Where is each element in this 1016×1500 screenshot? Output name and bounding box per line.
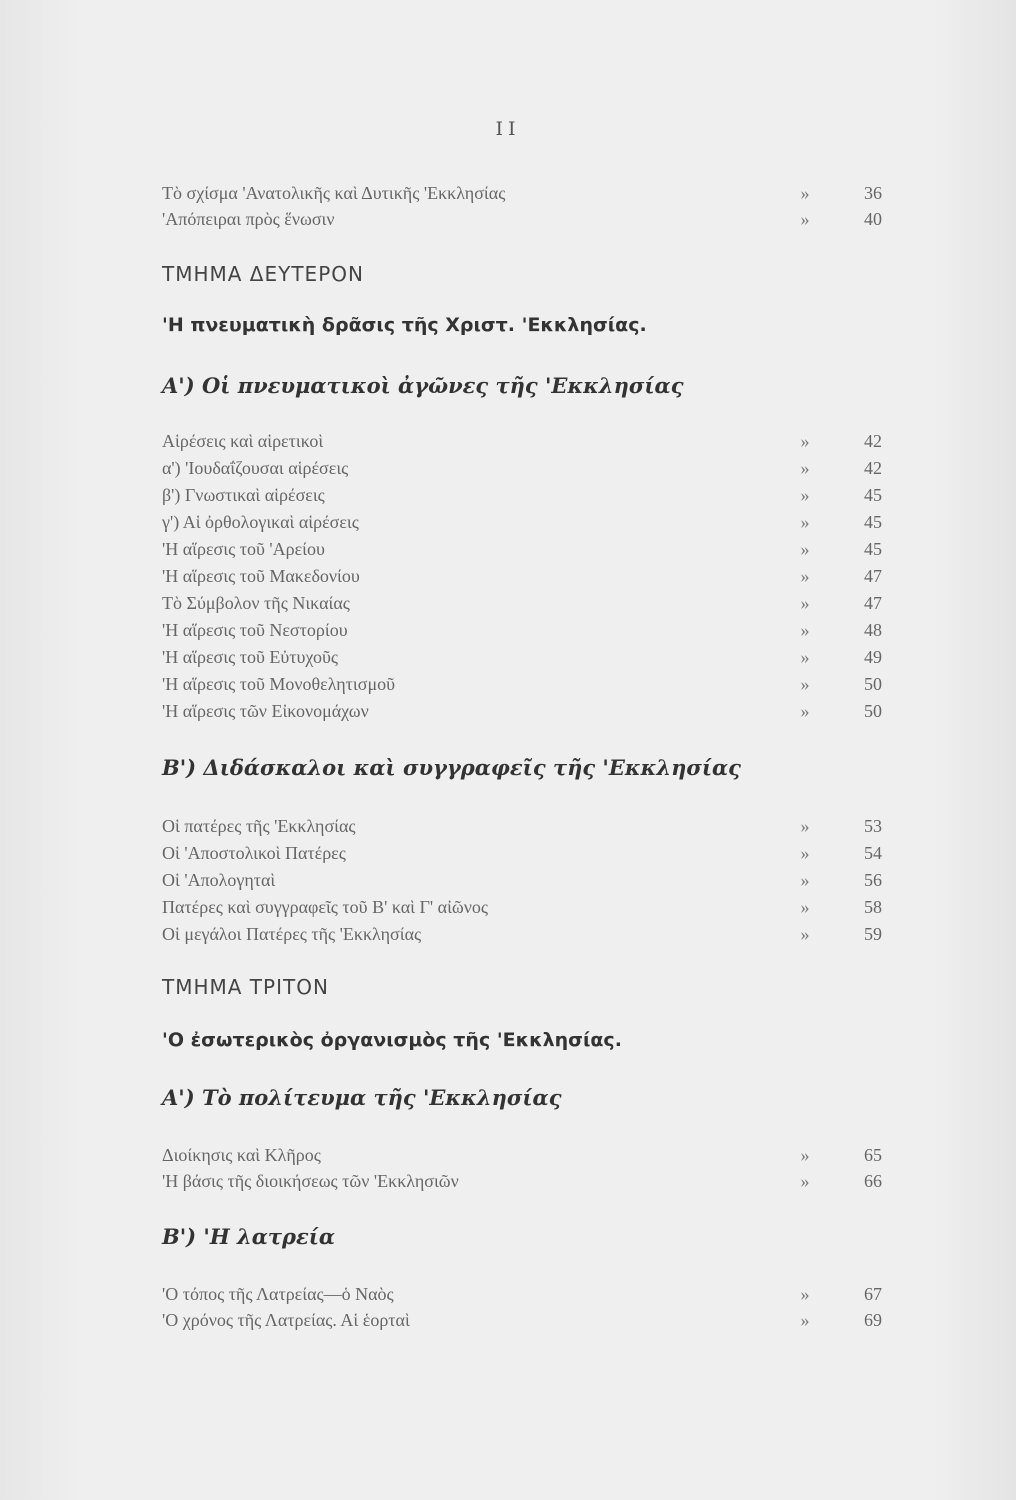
entry-title: 'Η αἵρεσις τοῦ Νεστορίου	[162, 620, 348, 640]
entry-page: 65	[864, 1145, 882, 1165]
entry-page: 50	[864, 674, 882, 694]
section-heading: ΤΜΗΜΑ ΤΡΙΤΟΝ	[162, 975, 329, 999]
toc-entry	[162, 840, 882, 866]
entry-title: Οἱ 'Απολογηταὶ	[162, 870, 276, 890]
entry-title: 'Η αἵρεσις τοῦ Μακεδονίου	[162, 566, 360, 586]
ditto-mark: »	[800, 183, 810, 203]
entry-title: 'Ο τόπος τῆς Λατρείας—ὁ Ναὸς	[162, 1284, 394, 1304]
entry-title: Αἱρέσεις καὶ αἱρετικοὶ	[162, 431, 324, 451]
entry-title: Οἱ 'Αποστολικοὶ Πατέρες	[162, 843, 346, 863]
entry-page: 36	[864, 183, 882, 203]
entry-page: 67	[864, 1284, 882, 1304]
entry-page: 56	[864, 870, 882, 890]
entry-title: Διοίκησις καὶ Κλῆρος	[162, 1145, 321, 1165]
ditto-mark: »	[800, 458, 810, 478]
entry-title: Πατέρες καὶ συγγραφεῖς τοῦ Β' καὶ Γ' αἰῶνος	[162, 897, 489, 917]
toc-entry	[162, 1168, 882, 1194]
ditto-mark: »	[800, 1171, 810, 1191]
entry-page: 48	[864, 620, 882, 640]
entry-page: 50	[864, 701, 882, 721]
ditto-mark: »	[800, 566, 810, 586]
entry-page: 42	[864, 458, 882, 478]
entry-page: 53	[864, 816, 882, 836]
page-number: ΙΙ	[495, 118, 521, 140]
ditto-mark: »	[800, 924, 810, 944]
entry-page: 54	[864, 843, 882, 863]
ditto-mark: »	[800, 701, 810, 721]
entry-page: 45	[864, 485, 882, 505]
entry-title: 'Απόπειραι πρὸς ἕνωσιν	[162, 209, 335, 229]
part-title: 'Ο ἐσωτερικὸς ὀργανισμὸς τῆς 'Εκκλησίας.	[162, 1029, 622, 1051]
entry-page: 42	[864, 431, 882, 451]
ditto-mark: »	[800, 593, 810, 613]
ditto-mark: »	[800, 539, 810, 559]
entry-page: 49	[864, 647, 882, 667]
entry-page: 69	[864, 1310, 882, 1330]
entry-page: 47	[864, 593, 882, 613]
toc-entry	[162, 671, 882, 697]
entry-title: Τὸ Σύμβολον τῆς Νικαίας	[162, 593, 350, 613]
entry-title: Οἱ μεγάλοι Πατέρες τῆς 'Εκκλησίας	[162, 924, 422, 944]
section-heading: ΤΜΗΜΑ ΔΕΥΤΕΡΟΝ	[162, 262, 364, 286]
entry-page: 66	[864, 1171, 882, 1191]
subsection-heading: A') Οἱ πνευματικοὶ ἀγῶνες τῆς 'Εκκλησίας	[162, 373, 684, 398]
ditto-mark: »	[800, 1284, 810, 1304]
entry-page: 58	[864, 897, 882, 917]
ditto-mark: »	[800, 512, 810, 532]
entry-page: 47	[864, 566, 882, 586]
toc-entry	[162, 455, 882, 481]
entry-page: 59	[864, 924, 882, 944]
ditto-mark: »	[800, 1145, 810, 1165]
entry-page: 45	[864, 512, 882, 532]
ditto-mark: »	[800, 209, 810, 229]
toc-entry	[162, 894, 882, 920]
entry-title: 'Η αἵρεσις τοῦ 'Αρείου	[162, 539, 325, 559]
ditto-mark: »	[800, 897, 810, 917]
ditto-mark: »	[800, 485, 810, 505]
toc-entry	[162, 428, 882, 454]
toc-entry	[162, 206, 882, 232]
entry-title: γ') Αἱ ὀρθολογικαὶ αἱρέσεις	[162, 512, 359, 532]
toc-entry	[162, 563, 882, 589]
ditto-mark: »	[800, 431, 810, 451]
entry-title: 'Ο χρόνος τῆς Λατρείας. Αἱ ἑορταὶ	[162, 1310, 410, 1330]
toc-entry	[162, 813, 882, 839]
toc-entry	[162, 644, 882, 670]
entry-title: Τὸ σχίσμα 'Ανατολικῆς καὶ Δυτικῆς 'Εκκλησίας	[162, 183, 506, 203]
entry-title: 'Η αἵρεσις τοῦ Εὐτυχοῦς	[162, 647, 339, 667]
toc-entry	[162, 867, 882, 893]
entry-title: 'Η αἵρεσις τῶν Εἰκονομάχων	[162, 701, 369, 721]
entry-page: 40	[864, 209, 882, 229]
ditto-mark: »	[800, 674, 810, 694]
entry-title: 'Η αἵρεσις τοῦ Μονοθελητισμοῦ	[162, 674, 396, 694]
entry-title: β') Γνωστικαὶ αἱρέσεις	[162, 485, 325, 505]
ditto-mark: »	[800, 816, 810, 836]
toc-entry	[162, 180, 882, 206]
subsection-heading: A') Τὸ πολίτευμα τῆς 'Εκκλησίας	[162, 1085, 562, 1110]
toc-entry	[162, 1142, 882, 1168]
part-title: 'Η πνευματικὴ δρᾶσις τῆς Χριστ. 'Εκκλησίας.	[162, 314, 647, 336]
entry-title: Οἱ πατέρες τῆς 'Εκκλησίας	[162, 816, 356, 836]
toc-entry	[162, 509, 882, 535]
entry-title: 'Η βάσις τῆς διοικήσεως τῶν 'Εκκλησιῶν	[162, 1171, 459, 1191]
subsection-heading: B') Διδάσκαλοι καὶ συγγραφεῖς τῆς 'Εκκλησίας	[162, 755, 741, 780]
ditto-mark: »	[800, 870, 810, 890]
entry-title: α') 'Ιουδαΐζουσαι αἱρέσεις	[162, 458, 349, 478]
toc-entry	[162, 921, 882, 947]
ditto-mark: »	[800, 843, 810, 863]
toc-entry	[162, 617, 882, 643]
toc-entry	[162, 536, 882, 562]
ditto-mark: »	[800, 647, 810, 667]
toc-entry	[162, 1281, 882, 1307]
ditto-mark: »	[800, 620, 810, 640]
subsection-heading: B') 'Η λατρεία	[162, 1224, 336, 1249]
ditto-mark: »	[800, 1310, 810, 1330]
toc-entry	[162, 590, 882, 616]
toc-entry	[162, 1307, 882, 1333]
toc-entry	[162, 482, 882, 508]
entry-page: 45	[864, 539, 882, 559]
toc-entry	[162, 698, 882, 724]
